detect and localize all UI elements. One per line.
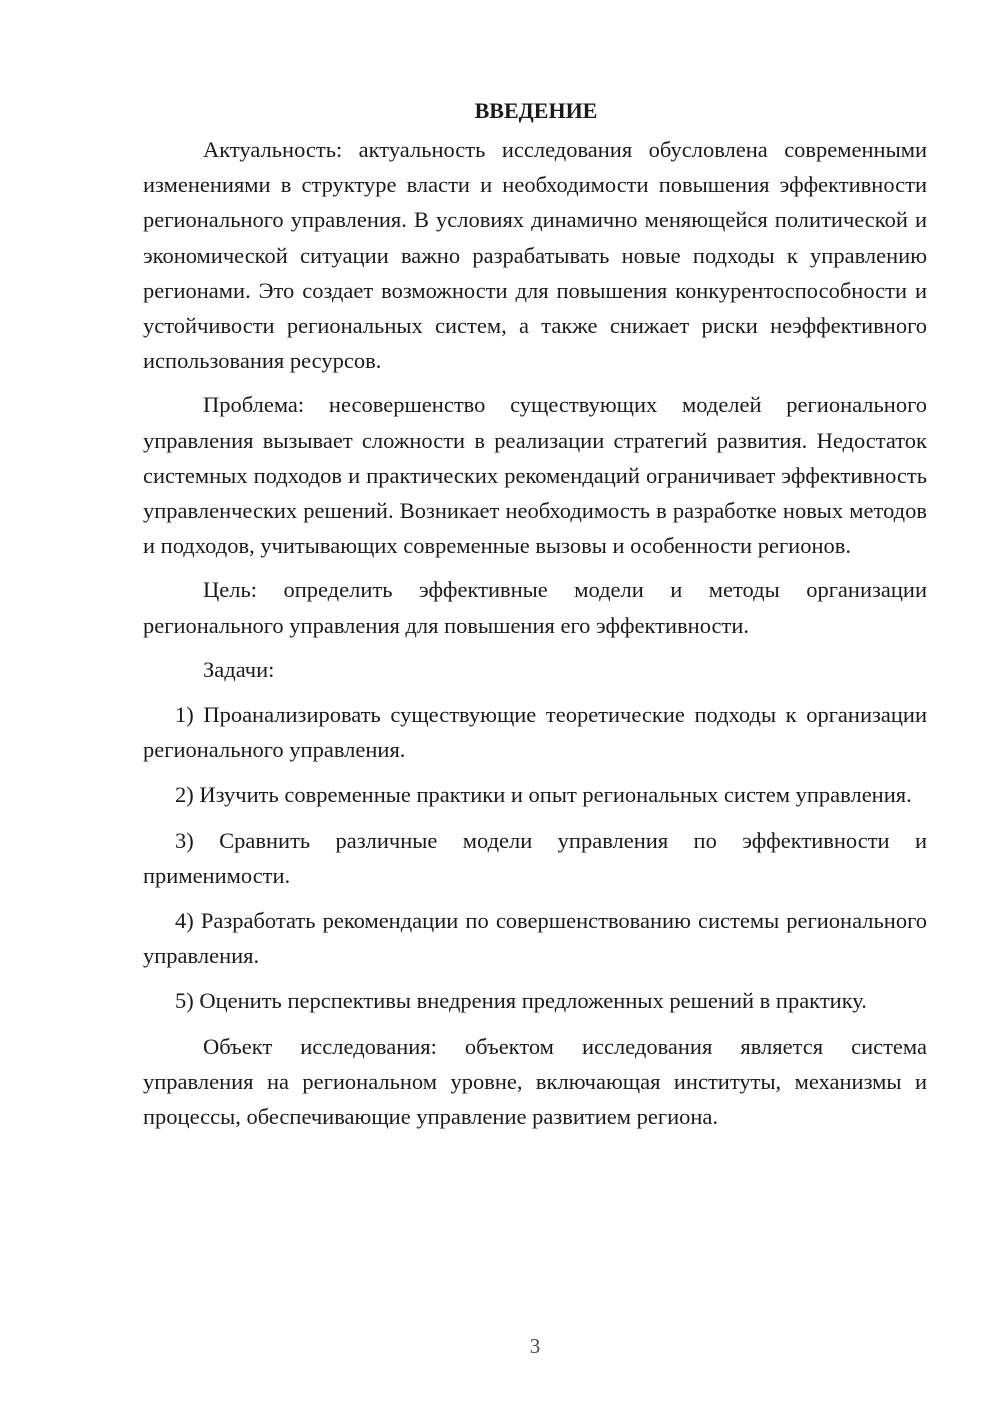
page-content: [143, 96, 927, 1143]
page-title: ВВЕДЕНИЕ: [474, 98, 598, 123]
task-item-5: 5) Оценить перспективы внедрения предложенных решений в практику.: [175, 988, 867, 1014]
paragraph-problem: Проблема: несовершенство существующих моделей регионального управления вызывает сложности в реализации стратегий развития. Недостаток системных подходов и практических рекомендаций ограничивает эффективность управленческих решений. Возникает необходимость в разработке новых методов и подходов, учитывающих современные вызовы и особенности регионов.: [143, 392, 927, 559]
paragraph-relevance: Актуальность: актуальность исследования обусловлена современными изменениями в структуре власти и необходимости повышения эффективности регионального управления. В условиях динамично меняющейся политической и экономической ситуации важно разрабатывать новые подходы к управлению регионами. Это создает возможности для повышения конкурентоспособности и устойчивости региональных систем, а также снижает риски неэффективного использования ресурсов.: [143, 137, 927, 374]
paragraph-object: Объект исследования: объектом исследования является система управления на региональном уровне, включающая институты, механизмы и процессы, обеспечивающие управление развитием региона.: [143, 1033, 927, 1130]
paragraph-goal: Цель: определить эффективные модели и методы организации регионального управления для повышения его эффективности.: [143, 577, 927, 638]
page-number: 3: [529, 1334, 541, 1358]
tasks-heading: Задачи:: [203, 656, 275, 682]
task-item-3: 3) Сравнить различные модели управления по эффективности и применимости.: [143, 827, 927, 888]
task-item-2: 2) Изучить современные практики и опыт региональных систем управления.: [175, 782, 912, 808]
task-item-1: 1) Проанализировать существующие теоретические подходы к организации регионального управления.: [143, 702, 927, 763]
task-item-4: 4) Разработать рекомендации по совершенствованию системы регионального управления.: [143, 908, 927, 969]
